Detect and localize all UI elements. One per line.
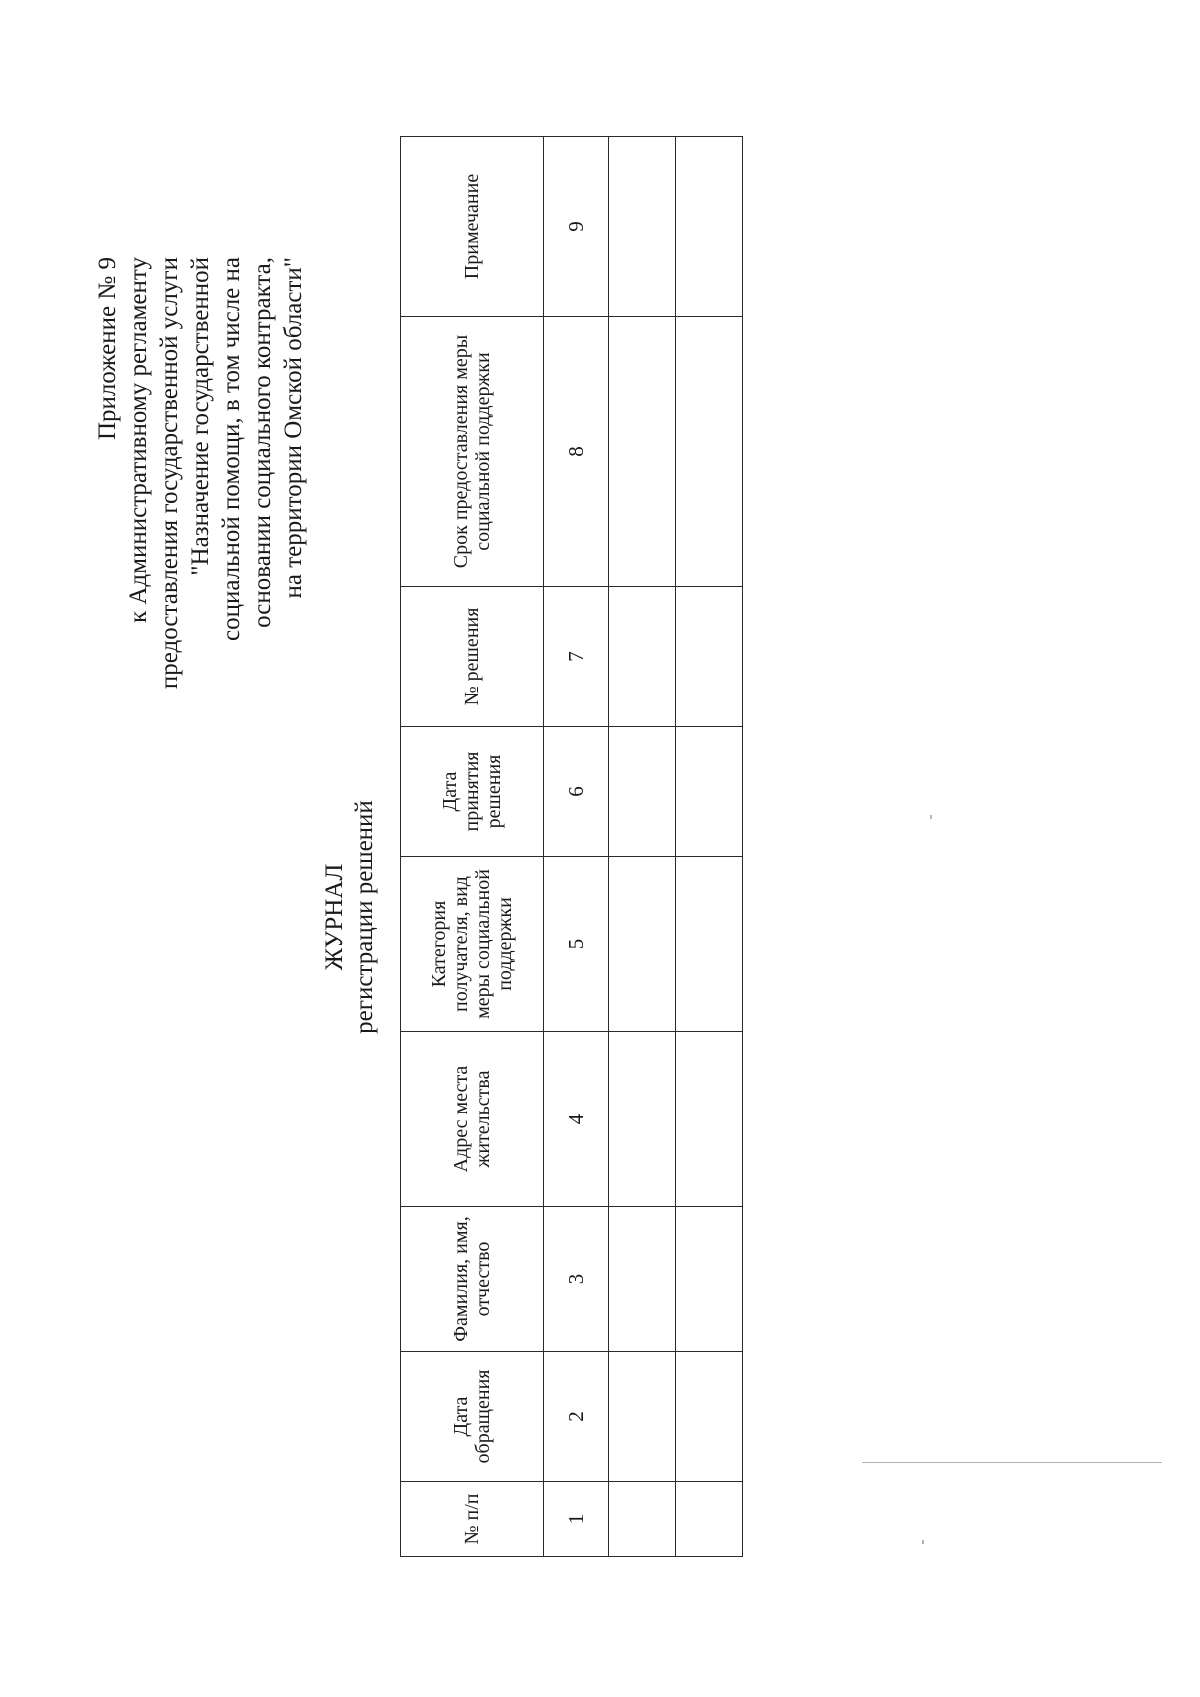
appendix-line: основании социального контракта, — [249, 257, 276, 628]
header-cell-address: Адрес места жительства — [401, 1032, 544, 1207]
column-number-cell: 3 — [544, 1207, 609, 1352]
header-cell-decision-date: Дата принятия решения — [401, 727, 544, 857]
table-row — [676, 137, 743, 1557]
table-cell — [609, 727, 676, 857]
header-cell-full-name: Фамилия, имя, отчество — [401, 1207, 544, 1352]
appendix-line: Приложение № 9 — [94, 257, 121, 441]
table-cell — [676, 1482, 743, 1557]
table-row — [609, 137, 676, 1557]
table-cell — [676, 1352, 743, 1482]
table-cell — [609, 1032, 676, 1207]
appendix-line: на территории Омской области" — [280, 257, 307, 599]
table-cell — [676, 727, 743, 857]
table-cell — [609, 137, 676, 317]
table-cell — [609, 1482, 676, 1557]
journal-subtitle: регистрации решений — [351, 800, 378, 1034]
table-cell — [676, 1032, 743, 1207]
table-cell — [609, 1352, 676, 1482]
table-cell — [676, 587, 743, 727]
table-cell — [676, 1207, 743, 1352]
header-cell-number: № п/п — [401, 1482, 544, 1557]
column-number-cell: 4 — [544, 1032, 609, 1207]
table-cell — [676, 137, 743, 317]
header-cell-decision-number: № решения — [401, 587, 544, 727]
appendix-line: социальной помощи, в том числе на — [218, 257, 245, 641]
column-number-cell: 8 — [544, 317, 609, 587]
column-number-cell: 2 — [544, 1352, 609, 1482]
appendix-line: предоставления государственной услуги — [156, 257, 183, 690]
journal-title: ЖУРНАЛ — [321, 863, 348, 971]
column-number-cell: 7 — [544, 587, 609, 727]
table-cell — [676, 317, 743, 587]
table-cell — [609, 857, 676, 1032]
header-row — [401, 137, 544, 1557]
table-cell — [609, 587, 676, 727]
column-number-cell: 6 — [544, 727, 609, 857]
header-cell-support-term: Срок предоставления меры социальной поддержки — [401, 317, 544, 587]
header-cell-note: Примечание — [401, 137, 544, 317]
table-cell — [609, 317, 676, 587]
table-cell — [676, 857, 743, 1032]
header-cell-category: Категория получателя, вид меры социальной поддержки — [401, 857, 544, 1032]
table-cell — [609, 1207, 676, 1352]
appendix-line: к Административному регламенту — [125, 257, 152, 624]
column-number-cell: 9 — [544, 137, 609, 317]
rotated-document-page — [70, 137, 1130, 1697]
appendix-line: "Назначение государственной — [187, 257, 214, 576]
header-cell-request-date: Дата обращения — [401, 1352, 544, 1482]
journal-title-block — [320, 137, 380, 1697]
decision-register-table — [400, 136, 743, 1557]
appendix-header — [92, 257, 309, 957]
column-number-row — [544, 137, 609, 1557]
column-number-cell: 5 — [544, 857, 609, 1032]
column-number-cell: 1 — [544, 1482, 609, 1557]
